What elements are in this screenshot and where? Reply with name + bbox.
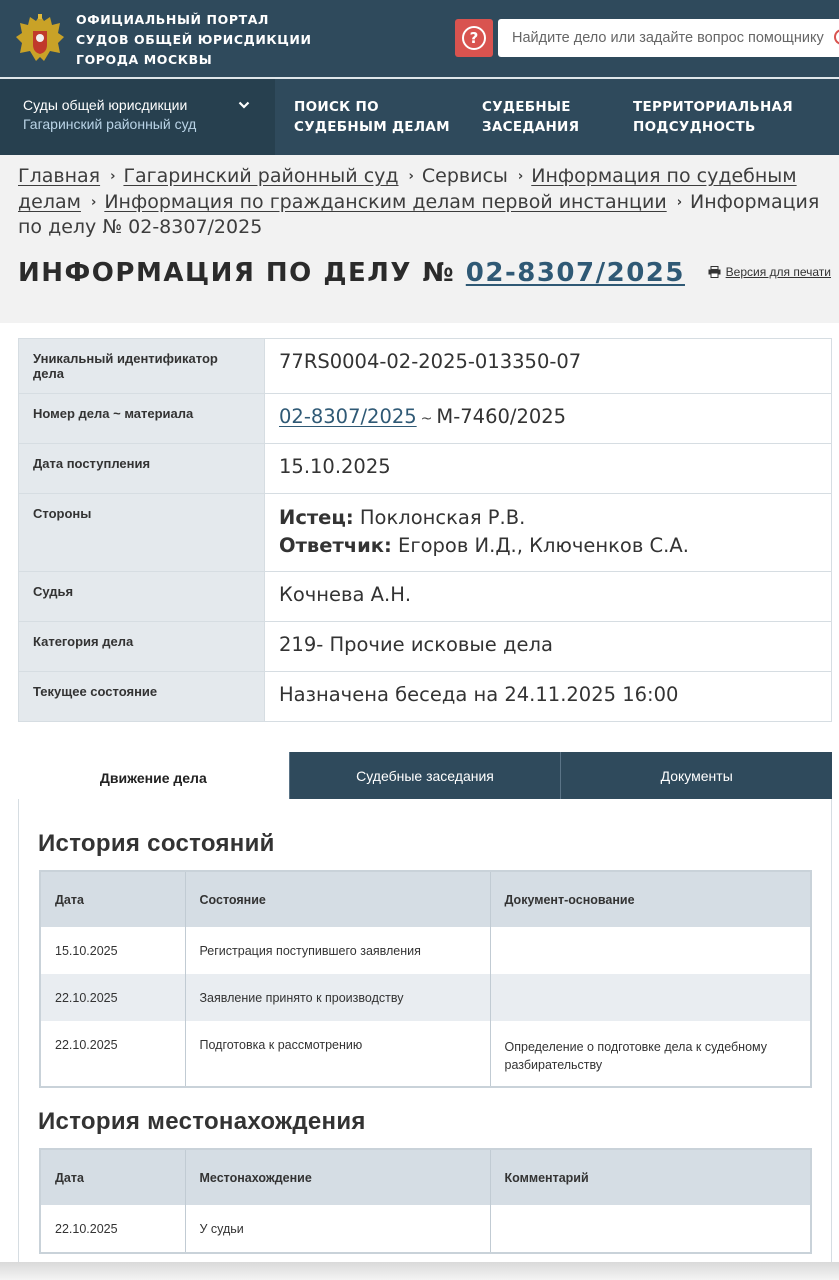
table-cell: 22.10.2025 (40, 974, 185, 1021)
printer-icon (708, 266, 721, 278)
case-info-row (19, 444, 832, 494)
table-cell: Определение о подготовке дела к судебному разбирательству (490, 1021, 811, 1087)
location-history-table (39, 1148, 812, 1254)
case-number-link[interactable]: 02-8307/2025 (465, 258, 685, 288)
page-title: ИНФОРМАЦИЯ ПО ДЕЛУ № 02-8307/2025 (18, 258, 685, 288)
portal-title[interactable]: ОФИЦИАЛЬНЫЙ ПОРТАЛ СУДОВ ОБЩЕЙ ЮРИСДИКЦИИ ГОРОДА МОСКВЫ (76, 12, 312, 67)
uid-label: Уникальный идентификатор дела (19, 339, 265, 394)
judge-value: Кочнева А.Н. (265, 572, 832, 622)
chevron-right-icon: › (408, 169, 414, 184)
uid-value: 77RS0004-02-2025-013350-07 (265, 339, 832, 394)
plaintiff-value: Поклонская Р.В. (359, 506, 526, 529)
breadcrumb-current: Информация по делу № 02-8307/2025 (18, 190, 820, 238)
table-cell: Заявление принято к производству (185, 974, 490, 1021)
page-bottom-edge (0, 1262, 839, 1280)
receipt-date-value: 15.10.2025 (265, 444, 832, 494)
category-value: 219- Прочие исковые дела (265, 622, 832, 672)
chevron-right-icon: › (517, 169, 524, 184)
court-selector-title: Суды общей юрисдикции (23, 97, 188, 113)
table-cell (490, 974, 811, 1021)
case-number-value-link[interactable]: 02-8307/2025 (279, 405, 417, 428)
chevron-down-icon (238, 99, 250, 111)
location-history-title: История местонахождения (38, 1108, 366, 1135)
table-row (40, 1021, 811, 1087)
nav-territorial-jurisdiction[interactable]: ТЕРРИТОРИАЛЬНАЯ ПОДСУДНОСТЬ (633, 99, 793, 135)
table-cell: Подготовка к рассмотрению (185, 1021, 490, 1087)
parties-value (265, 494, 832, 572)
case-number-label: Номер дела ~ материала (19, 394, 265, 444)
chevron-right-icon: › (90, 194, 97, 210)
tab-court-sessions[interactable]: Судебные заседания (289, 752, 561, 799)
column-header: Документ-основание (490, 871, 811, 927)
case-info-row (19, 494, 832, 572)
case-info-row (19, 622, 832, 672)
coat-of-arms-icon[interactable] (14, 11, 66, 67)
chevron-right-icon: › (110, 169, 116, 184)
assistant-help-button[interactable] (455, 19, 493, 57)
column-header: Дата (40, 1149, 185, 1205)
breadcrumb-home[interactable]: Главная (18, 165, 101, 187)
parties-label: Стороны (19, 494, 265, 572)
table-row (40, 974, 811, 1021)
print-version-link[interactable]: Версия для печати (708, 265, 831, 279)
site-header (0, 0, 839, 77)
case-info-row (19, 672, 832, 722)
search-input[interactable] (498, 19, 839, 57)
breadcrumb-services: Сервисы (421, 165, 508, 187)
table-cell: Регистрация поступившего заявления (185, 927, 490, 974)
column-header: Комментарий (490, 1149, 811, 1205)
column-header: Дата (40, 871, 185, 927)
material-number: М-7460/2025 (436, 405, 567, 428)
table-cell: У судьи (185, 1205, 490, 1253)
case-info-table (18, 338, 832, 722)
status-value: Назначена беседа на 24.11.2025 16:00 (265, 672, 832, 722)
main-nav (0, 79, 839, 155)
tab-bar (18, 752, 832, 799)
nav-case-search[interactable]: ПОИСК ПО СУДЕБНЫМ ДЕЛАМ (294, 99, 450, 135)
defendant-label: Ответчик: (279, 534, 392, 557)
defendant-value: Егоров И.Д., Ключенков С.А. (398, 534, 689, 557)
breadcrumb-civil-cases[interactable]: Информация по гражданским делам первой инстанции (104, 190, 667, 213)
status-history-title: История состояний (38, 830, 275, 857)
column-header: Состояние (185, 871, 490, 927)
judge-label: Судья (19, 572, 265, 622)
breadcrumb-case-info[interactable]: Информация по судебным делам (18, 165, 797, 213)
table-cell: 22.10.2025 (55, 1222, 118, 1236)
table-header-row (40, 871, 811, 927)
category-label: Категория дела (19, 622, 265, 672)
case-info-row (19, 339, 832, 394)
court-selector[interactable] (0, 79, 275, 155)
tab-documents[interactable]: Документы (560, 752, 832, 799)
table-cell (490, 927, 811, 974)
plaintiff-label: Истец: (279, 506, 354, 529)
table-cell: 22.10.2025 (55, 1038, 118, 1052)
table-cell (490, 1205, 811, 1253)
question-icon: ? (462, 26, 486, 50)
table-cell: 15.10.2025 (55, 944, 118, 958)
table-row (40, 927, 811, 974)
case-info-row (19, 572, 832, 622)
column-header: Местонахождение (185, 1149, 490, 1205)
nav-court-sessions[interactable]: СУДЕБНЫЕ ЗАСЕДАНИЯ (482, 99, 580, 135)
breadcrumb-court[interactable]: Гагаринский районный суд (123, 165, 399, 187)
table-row (40, 1205, 811, 1253)
chevron-right-icon: › (676, 194, 683, 210)
receipt-date-label: Дата поступления (19, 444, 265, 494)
breadcrumb (18, 164, 828, 241)
table-header-row (40, 1149, 811, 1205)
tab-case-movement[interactable]: Движение дела (18, 752, 289, 799)
status-label: Текущее состояние (19, 672, 265, 722)
court-selector-value: Гагаринский районный суд (23, 116, 197, 132)
status-history-table (39, 870, 812, 1088)
case-info-row (19, 394, 832, 444)
case-number-value: 02-8307/2025 ~ М-7460/2025 (265, 394, 832, 444)
